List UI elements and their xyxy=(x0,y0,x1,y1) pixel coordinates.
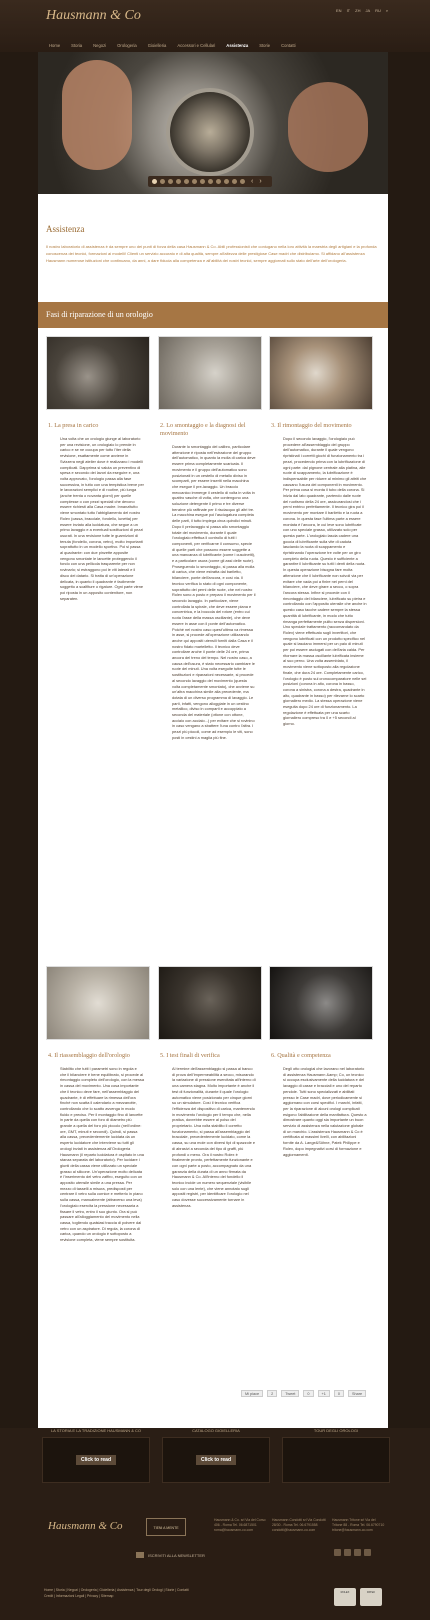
slider-dot[interactable] xyxy=(152,179,157,184)
slider-dot[interactable] xyxy=(208,179,213,184)
hero-watch-movement xyxy=(166,88,254,176)
facebook-icon[interactable] xyxy=(334,1549,341,1556)
main-nav xyxy=(44,42,301,49)
step-text: Stabilito che tutti i parametri sono in regola e che il bilanciere è bene equilibrato, si procede al rimontaggio completo dell'orologio, con la messa in cassa del movimento. Una cosa importante che il tecnico deve fare, nell'assemblaggio del quadrante, è di effettuare la rimessa dell'ora finché non scatta il calendario a mezzanotte, controllando che lo scatto avvenga in modo fluido e preciso. Per il montaggio fino di lancette in parte da quella con foro di diametro più grande a quella del foro più piccolo (nell'ordine: ore, GMT, minuti e secondi). Quindi, si passa alla cassa, precedentemente lucidata da un esperto lucidatore che interviene su tutti gli orologi inviati in assistenza all'Orologeria Hausmann (il reparto lucidatura è ospitato in una stanza separata del laboratorio). Per lucidare i giunti della cassa viene utilizzato un speciale grasso al silicone. Un'operazione molto delicata è l'inserimento del vetro zaffiro, eseguito con un apposito utensile simile a una pressa. Per mezzo di tasselli a misura, predisposti per centrare il vetro sulla cornice e metterlo in piano sulla cassa, manualmente (attraverso una leva) l'orologiaio esercita la pressione necessaria a fissare il vetro, entro il suo giunto. Ora si può passare all'alloggiamento del movimento nella cassa, togliendo qualsiasi traccia di polvere dal vetro con un aspiratore. Di regola, la corona di carica, quando un orologio è sottoposto a revisione completa, viene sempre sostituita. xyxy=(60,1066,145,1243)
newsletter-label[interactable]: ISCRIVITI ALLA NEWSLETTER xyxy=(148,1552,205,1558)
footer-address: Hausmann & Co. srl Via del Corso 406 - Roma Tel. 06.6871501 roma@hausmann-co.com xyxy=(214,1518,266,1532)
promo-tour[interactable] xyxy=(282,1428,390,1483)
slider-dot[interactable] xyxy=(168,179,173,184)
slider-dot[interactable] xyxy=(184,179,189,184)
step-title: 6. Qualità e competenza xyxy=(271,1052,331,1059)
step-title: 5. I test finali di verifica xyxy=(160,1052,220,1059)
language-switcher xyxy=(336,8,388,13)
facebook-like-count: 2 xyxy=(267,1390,277,1397)
nav-negozi[interactable]: Negozi xyxy=(93,43,107,48)
slider-dot[interactable] xyxy=(192,179,197,184)
step-image xyxy=(269,336,373,410)
promo-title: CATALOGO GIOIELLERIA xyxy=(192,1428,240,1433)
step-title: 1. La presa in carico xyxy=(48,422,99,429)
click-to-read-button[interactable]: Click to read xyxy=(76,1455,116,1465)
social-share-bar xyxy=(241,1390,366,1397)
promo-title: TOUR DEGLI OROLOGI xyxy=(313,1428,359,1433)
nav-home[interactable]: Home xyxy=(49,43,61,48)
hero-hand xyxy=(62,60,132,170)
slider-dot[interactable] xyxy=(232,179,237,184)
nav-gioielleria[interactable]: Gioielleria xyxy=(147,43,167,48)
chevron-right-icon[interactable]: › xyxy=(259,178,262,185)
patek-seal: PATEK xyxy=(360,1588,382,1606)
footer-badge[interactable]: TIENI A MENTE xyxy=(146,1518,186,1536)
mail-icon xyxy=(136,1552,144,1558)
footer-legal-links[interactable]: Credit | Informazioni Legali | Privacy | Sitemap xyxy=(44,1594,114,1598)
step-title: 2. Lo smontaggio e la diagnosi del movimento xyxy=(160,422,246,437)
lang-it[interactable]: IT xyxy=(346,8,351,13)
nav-orologeria[interactable]: Orologeria xyxy=(117,43,137,48)
step-text: Dopo il secondo lavaggio, l'orologiaio può procedere all'assemblaggio del gruppo dell'automatico, durante il quale vengono ripristinati i corretti giochi di funzionamento tra i pezzi, procedendo prima con la lubrificazione di ogni parte: dal pignone centrale alla platina, alle ruote di scappamento, la lubrificazione è indispensabile per ridurre al minimo gli attriti che causano l'usura dei componenti in movimento. Per prima cosa si monta il tubo della corona. Si inizia dal lato quadrante, partendo dalle ruote del ruotismo della 24 ore, assicurandosi che i perni entrino perfettamente. Il tecnico gira poi il movimento per montare il bariletto e la ruota a corona. In questa fase l'ultima parte a essere montata è l'ancora, le cui leve sono lubrificate con uno speciale grasso, utilizzato solo per questa parte. L'orologiaio lascia cadere una goccia di lubrificante sulla vite di caduta lasciando la ruota di scappamento e ripristinando l'operazione tre volte per un giro completo della ruota. Questo è sufficiente a garantire il lubrificante su tutti i denti della ruota. In questa operazione bisogna fare molta attenzione che il lubrificante non scivoli via per evitare che vada poi a finire nei perni del bilanciere, che deve girare a secco, o sopra l'ancora stessa. Infine si procede con il rimontaggio del bilanciere, lubrificato su pietra e controllando con l'apposito utensile che anche in questo caso tacche cadere sempre la stessa quantità di lubrificante, in modo che tutto rimanga perfettamente pulito senza dispersioni. Uno speciale trattamento (raccomandato da Rolex) viene effettuato sugli invertitori, che vengono lubrificati con un prodotto specifico nel quale si lasciano immersi per un paio di minuti per poi essere asciugati con dell'aria calda. Per ritornare la massa oscillante lubrificata insieme al suo perno. Una volta assemblato, il movimento viene sottoposto alla regolazione finale, che dura 24 ore. Completamente carico, l'orologio è posto sul cronocomparatore nelle sei posizioni (corona in alto, corona in basso, corona a sinistra, corona a destra, quadrante in alto, quadrante in basso) per rilevarne lo scarto giornaliero medio. La stessa operazione viene eseguita dopo 24 ore di funzionamento. La regolazione è effettuata per una scarto giornaliero compreso tra 0 e +5 secondi al giorno. xyxy=(283,436,367,727)
step-text: Al termine dell'assemblaggio si passa al banco di prova dell'impermeabilità a secco, misurando la variazione di pressione esercitata all'interno di una camera stagna. Molto importante è anche il test di funzionalità, durante il quale l'orologio automatico viene posizionato per cinque giorni su un simulatore. Così il tecnico verifica l'efficienza del dispositivo di carica, mantenendo in movimento l'orologio per il tempo che, nella pratica, dovrebbe essere al polso del proprietario. Una volta stabilito il corretto funzionamento, si passa all'assemblaggio del bracciale, precedentemente lucidato, come la cassa, su una mole con diversi tipi di spazzole e di abrasivi a seconda del tipo di graffi, più profondi o meno. Ora il nostro Rolex è finalmente pronto, perfettamente funzionante e con ogni parte a posto, accompagnato da una garanzia della durata di un anno firmata da Hausmann & Co. All'interno del fondello il tecnico incide un numero sequenziale (visibile solo con una lente), che viene annotato sugli appositi registri, per identificare l'orologio nel caso dovesse successivamente tornare in assistenza. xyxy=(172,1066,256,1208)
footer-address: Hausmann Tritone srl Via del Tritone 88 - Roma Tel. 06.6790710 tritone@hausmann-co.com xyxy=(332,1518,385,1532)
step-image xyxy=(158,966,262,1040)
step-column xyxy=(269,336,373,727)
slider-dot[interactable] xyxy=(200,179,205,184)
nav-storia[interactable]: Storia xyxy=(71,43,83,48)
newsletter-signup[interactable] xyxy=(136,1552,205,1558)
section-title: Fasi di riparazione di un orologio xyxy=(46,310,153,319)
facebook-like-button[interactable]: Mi piace xyxy=(241,1390,263,1397)
rolex-seal: ROLEX xyxy=(334,1588,356,1606)
lang-ru[interactable]: RU xyxy=(375,8,381,13)
step-image xyxy=(46,336,150,410)
step-text: Degli otto orologiai che lavorano nel laboratorio di assistenza Hausmann &amp; Co, un tecnico si occupa esclusivamente della lucidatura e del lavaggio di casse e bracciali e uno del reparto pendole. Tutti sono specializzati e abilitati presso le Case madri, dove periodicamente si aggiornano con corsi specifici. I marchi, infatti, per la riparazione di alcuni orologi complicati esigono l'abilitazione della manifattura. Questo a dimostrare quanto oggi sia importante un buon servizio di assistenza nella valutazione globale di un marchio. L'assistenza Hausmann & Co è certificata ai massimi livelli, con abilitazioni fornite da A. Lange&Söhne, Patek Philippe e Rolex, dopo impegnativi corsi di formazione e aggiornamenti. xyxy=(283,1066,367,1157)
share-button[interactable]: Share xyxy=(348,1390,366,1397)
step-column xyxy=(158,336,262,741)
page-title: Assistenza xyxy=(46,224,85,234)
gplus-count: 0 xyxy=(334,1390,344,1397)
step-column xyxy=(46,966,150,1243)
step-image xyxy=(269,966,373,1040)
gplus-button[interactable]: +1 xyxy=(318,1390,330,1397)
slider-dot[interactable] xyxy=(160,179,165,184)
step-text: Durante lo smontaggio del calibro, particolare attenzione è riposta nell'estrazione del gruppo dell'automatico, in quanto la molla di carica deve essere prima completamente scaricata. Il movimento e il gruppo dell'automatico sono posizionati in un cestello di metallo diviso in scomparti, per essere inseriti nella macchina che esegue il pre-lavaggio. Un braccio meccanico immerge il cestello di volta in volta in quattro vasche di volta, che contengono una soluzione detergente il primo e tre diverse benzine più raffinate per il risciacquo gli altri tre. La macchina esegue poi l'asciugatura completa delle parti, il tutto impiega circa quindici minuti. Dopo il prelavaggio si passa allo smontaggio totale del movimento, durante il quale l'orologiaio effettua il controllo di tutti i componenti, per verificarne il consumo, specie di quelle parti che possono essere soggette a una mancanza di lubrificante (come i cuscinetti), e a particolare usura (come gli assi delle ruote). Proseguendo lo smontaggio, si passa alla molla di carica, che viene estratta dal bariletto, bilanciere, ponte dell'ancora, e così via. Il tecnico verifica lo stato di ogni componente, soprattutto dei perni delle ruote, che nel nostro Rolex sono a posto e preparo il movimento per il secondo lavaggio. In particolare, viene controllata la spirale, che deve essere piana e concentrica, e la boccola del rotore (entro cui ruota l'asse della massa oscillante), che deve essere in asse con il ponte dell'automatico. Poiché nel nostro caso quest'ultima va rimessa in asse, si procede all'operazione utilizzando anche qui appositi utensili forniti dalla Casa e il nostro fidato martelletto. Il tecnico deve controllare anche il ponte delle 24 ore, prima ancora del treno del tempo. Nel nostro caso, a causa dell'usura, è stato necessario cambiare le ruote del minuti. Una volta eseguite tutte le sostituzioni e riparazioni necessarie, si procede al secondo lavaggio del movimento (questa volta completamente smontato), che avviene su un'altra macchina simile alla precedente, ma dotata di un diverso programma di lavaggio. Le parti, infatti, vengono alloggiate in un cestino metallico, diviso in comparti e accoppiato a seconda del materiale (ottone con ottone, acciaio con acciaio...) per evitare che si rovinino in caso vengano a sbattere l'una contro l'altra. I pezzi più piccoli, come ad esempio le viti, sono posti in cestini a maglia più fine. xyxy=(172,444,256,740)
promo-image xyxy=(282,1437,390,1483)
slider-controls xyxy=(148,176,272,187)
promo-strip xyxy=(0,1428,430,1510)
hero-hand xyxy=(288,82,368,172)
footer-logo[interactable]: Hausmann & Co xyxy=(48,1520,123,1532)
footer-address: Hausmann Condotti srl Via Condotti 28/30 - Roma Tel. 06.6791558 condotti@hausmann-co.com xyxy=(272,1518,326,1532)
step-title: 3. Il rimontaggio del movimento xyxy=(271,422,352,429)
nav-storie[interactable]: Storie xyxy=(259,43,271,48)
step-column xyxy=(158,966,262,1209)
step-text: Una volta che un orologio giunge al laboratorio per una revisione, un orologiaio lo prende in carico e se ne occupa per tutto l'iter della revisione, esattamente come avviene in Svizzera negli atelier dove è realizzano i modelli complicati. Dapprima si valuta un preventivo di spesa e secondo dei lavori da eseguire e, una volta approvato, l'orologio passa alla fase successiva, in tutto con una tempistica breve per le lavorazioni semplici e di routine, più lunga (anche trenta o novanta giorni) per quelle complesse o con pezzi speciali che devono essere richiesti alla Casa madre. Innanzitutto viene smontato tutto l'abbigliamento del nostro Rolex (cassa, bracciale, fondello, lunetta) per essere inviato alla lucidatura, che segue a un primo lavaggio e a eventuali sostituzioni di pezzi usurati. In una revisione tutte le guarnizioni di tenuta (fondello, corona, vetro), molto importanti soprattutto in un modello sportivo. Poi si passa al quadrante: con due pinzette apposite vengono smontate le lancette proteggendo il fondo con una pellicola trasparente per non rovinarlo; si estraggono poi le viti laterali e il disco del datario. Si tratta di un'operazione delicata, in quanto il quadrante è facilmente soggetto a scalfiture o rigature. Ogni parte viene poi riposta in un apposito contenitore, non separaten. xyxy=(60,436,144,601)
tweet-button[interactable]: Tweet xyxy=(281,1390,299,1397)
rss-icon[interactable] xyxy=(364,1549,371,1556)
lang-zh[interactable]: ZH xyxy=(355,8,361,13)
nav-assistenza[interactable]: Assistenza xyxy=(226,43,249,48)
click-to-read-button[interactable]: Click to read xyxy=(196,1455,236,1465)
slider-dot[interactable] xyxy=(176,179,181,184)
main-content xyxy=(38,194,388,1428)
promo-title: LA STORIA E LA TRADIZIONE HAUSMANN & CO xyxy=(50,1428,142,1433)
search-icon[interactable]: ⌕ xyxy=(385,8,389,13)
hero-image xyxy=(38,52,388,194)
step-column xyxy=(269,966,373,1157)
lang-en[interactable]: EN xyxy=(336,8,342,13)
tweet-count: 0 xyxy=(303,1390,313,1397)
promo-image xyxy=(162,1437,270,1483)
promo-image xyxy=(42,1437,150,1483)
nav-accessori[interactable]: Accessori e Cellulari xyxy=(177,43,216,48)
chevron-left-icon[interactable]: ‹ xyxy=(251,178,254,185)
section-band xyxy=(38,302,388,328)
intro-text: Il nostro laboratorio di assistenza è da sempre uno dei punti di forza della casa Hausmann & Co. Abili professionisti che coniugano nella loro attività la maestria degli artigiani e la profonda conoscenza dei tecnici, formazioni ai modelli! Clienti un servizio accurato e di alta qualità, sempre all'altezza delle prestigiose Case madri che distribuiamo. Si affidano all'assistenza Hausmann numerose istituzioni che continuano, da anni, a dare fiducia alla competenza e all'abilità dei nostri tecnici, sempre aggiornati sullo stato dell'arte dell'orologeria. xyxy=(46,244,377,263)
slider-dot[interactable] xyxy=(224,179,229,184)
slider-dot[interactable] xyxy=(240,179,245,184)
step-image xyxy=(46,966,150,1040)
footer-links[interactable]: Home | Storia | Negozi | Orologeria | Gioielleria | Assistenza | Tour degli Orologi | Storie | Contatti xyxy=(44,1588,189,1592)
nav-contatti[interactable]: Contatti xyxy=(281,43,296,48)
step-image xyxy=(158,336,262,410)
slider-dot[interactable] xyxy=(216,179,221,184)
step-column xyxy=(46,336,150,601)
twitter-icon[interactable] xyxy=(344,1549,351,1556)
step-title: 4. Il riassemblaggio dell'orologio xyxy=(48,1052,130,1059)
promo-catalog[interactable] xyxy=(162,1428,270,1483)
lang-ja[interactable]: JA xyxy=(365,8,371,13)
promo-history[interactable] xyxy=(42,1428,150,1483)
site-footer xyxy=(0,1510,430,1620)
logo[interactable]: Hausmann & Co xyxy=(46,8,141,23)
footer-social-icons xyxy=(334,1549,371,1556)
site-header xyxy=(0,0,430,52)
youtube-icon[interactable] xyxy=(354,1549,361,1556)
